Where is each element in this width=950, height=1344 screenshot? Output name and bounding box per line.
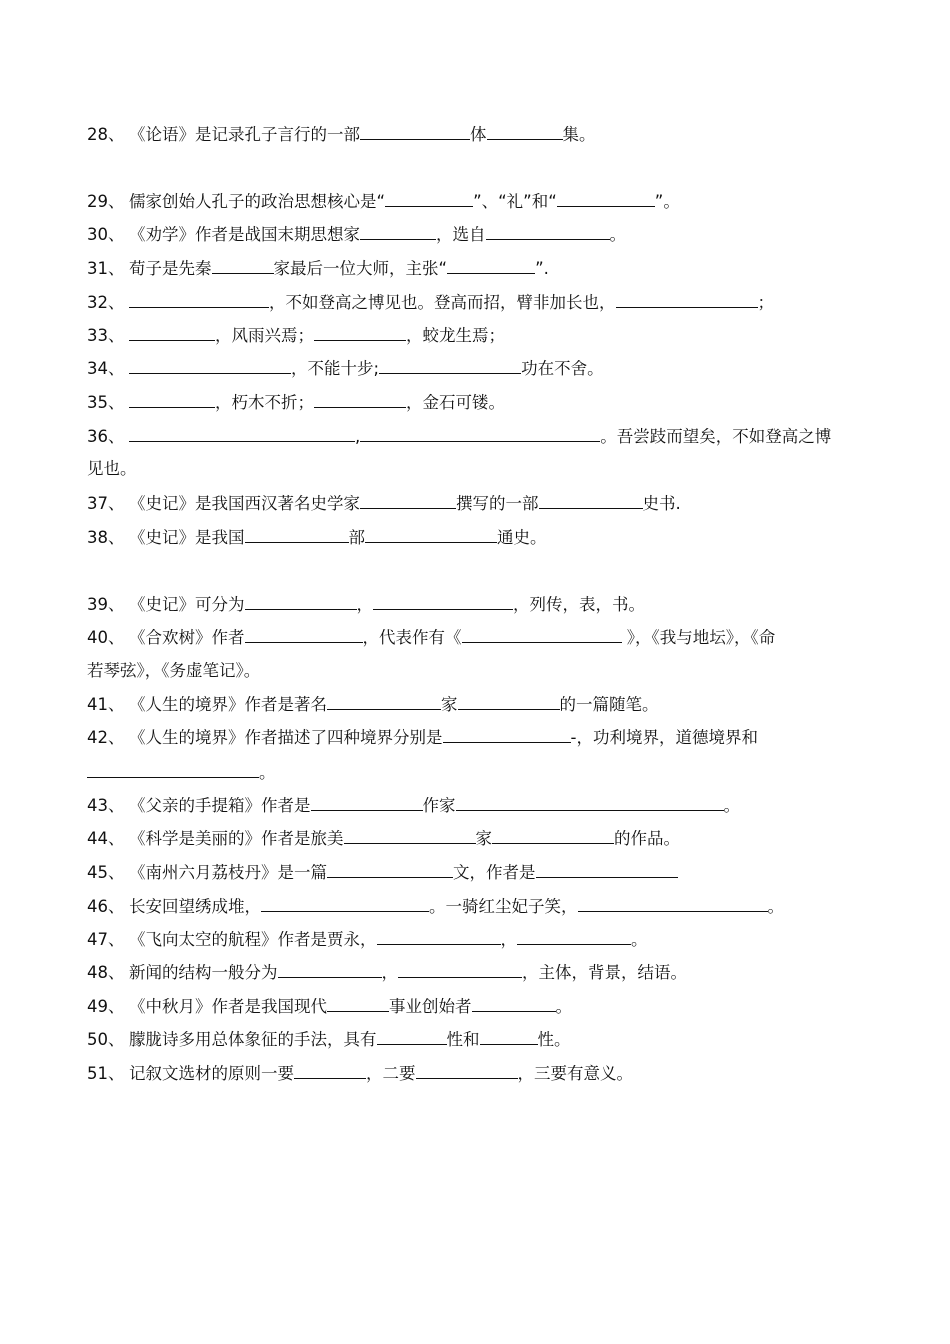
answer-blank[interactable] (472, 996, 556, 1012)
answer-blank[interactable] (447, 258, 535, 274)
question-number: 50、 (87, 1030, 125, 1049)
answer-blank[interactable] (129, 392, 215, 408)
question-line (87, 594, 877, 615)
question-line (87, 929, 877, 950)
question-text: 《史记》是我国 (129, 528, 245, 547)
question-number: 38、 (87, 528, 125, 547)
question-line-continuation (87, 459, 877, 479)
answer-blank[interactable] (487, 124, 563, 140)
question-line (87, 493, 877, 514)
question-number: 42、 (87, 728, 125, 747)
question-text: 。 (609, 225, 626, 244)
answer-blank[interactable] (278, 962, 382, 978)
question-line (87, 962, 877, 983)
question-text: 体 (470, 125, 487, 144)
question-text: 《父亲的手提箱》作者是 (129, 796, 311, 815)
question-text: 通史。 (497, 528, 547, 547)
question-number: 49、 (87, 997, 125, 1016)
question-text: 《中秋月》作者是我国现代 (129, 997, 327, 1016)
question-number: 37、 (87, 494, 125, 513)
answer-blank[interactable] (377, 1029, 447, 1045)
answer-blank[interactable] (129, 358, 291, 374)
question-line (87, 224, 877, 245)
question-text: 《史记》是我国西汉著名史学家 (129, 494, 360, 513)
question-text: ”、“礼”和“ (473, 192, 557, 211)
question-line (87, 727, 877, 748)
question-number: 46、 (87, 897, 125, 916)
question-text: 。 (259, 763, 276, 782)
question-text: ，三要有意义。 (517, 1064, 633, 1083)
answer-blank[interactable] (314, 325, 406, 341)
question-text: 。 (723, 796, 740, 815)
question-number: 36、 (87, 427, 125, 446)
question-number: 31、 (87, 259, 125, 278)
question-text: 荀子是先秦 (129, 259, 212, 278)
answer-blank[interactable] (492, 828, 614, 844)
answer-blank[interactable] (129, 325, 215, 341)
question-text: 。一骑红尘妃子笑， (429, 897, 578, 916)
question-text: 史书. (642, 494, 681, 513)
question-number: 30、 (87, 225, 125, 244)
question-text: 。 (631, 930, 648, 949)
answer-blank[interactable] (261, 896, 429, 912)
question-number: 44、 (87, 829, 125, 848)
answer-blank[interactable] (616, 292, 758, 308)
question-line (87, 862, 877, 883)
question-text: 事业创始者 (389, 997, 472, 1016)
answer-blank[interactable] (245, 627, 363, 643)
answer-blank[interactable] (314, 392, 406, 408)
question-text: ，选自 (436, 225, 486, 244)
answer-blank[interactable] (327, 862, 453, 878)
question-text: 《论语》是记录孔子言行的一部 (129, 125, 360, 144)
question-line (87, 996, 877, 1017)
answer-blank[interactable] (365, 527, 497, 543)
question-text: 功在不舍。 (521, 359, 604, 378)
question-text: 《合欢树》作者 (129, 628, 245, 647)
question-text: 作家 (422, 796, 456, 815)
answer-blank[interactable] (486, 224, 610, 240)
question-number: 28、 (87, 125, 125, 144)
question-text: ，金石可镂。 (406, 393, 505, 412)
question-line-continuation (87, 762, 877, 783)
question-number: 47、 (87, 930, 125, 949)
answer-blank[interactable] (294, 1063, 366, 1079)
question-number: 29、 (87, 192, 125, 211)
question-text: -，功利境界，道德境界和 (570, 728, 758, 747)
question-number: 48、 (87, 963, 125, 982)
question-text: 《人生的境界》作者描述了四种境界分别是 (129, 728, 443, 747)
question-line (87, 1029, 877, 1050)
answer-blank[interactable] (327, 996, 389, 1012)
question-line (87, 258, 877, 279)
answer-blank[interactable] (212, 258, 274, 274)
answer-blank[interactable] (344, 828, 476, 844)
question-text: ，不如登高之博见也。登高而招，臂非加长也， (269, 293, 616, 312)
question-text: 文，作者是 (453, 863, 536, 882)
question-text: 《人生的境界》作者是著名 (129, 695, 327, 714)
question-line (87, 392, 877, 413)
answer-blank[interactable] (385, 191, 473, 207)
question-text: 撰写的一部 (456, 494, 539, 513)
question-text: ，列传，表，书。 (513, 595, 645, 614)
question-line (87, 426, 877, 447)
question-number: 43、 (87, 796, 125, 815)
question-text: ； (757, 293, 774, 312)
question-line (87, 627, 877, 648)
question-number: 41、 (87, 695, 125, 714)
answer-blank[interactable] (480, 1029, 538, 1045)
answer-blank[interactable] (360, 426, 600, 442)
question-number: 35、 (87, 393, 125, 412)
question-text: ，代表作有《 (362, 628, 462, 647)
question-text: 见也。 (87, 459, 137, 478)
question-number: 34、 (87, 359, 125, 378)
answer-blank[interactable] (416, 1063, 518, 1079)
question-line (87, 694, 877, 715)
question-text: ，朽木不折； (215, 393, 314, 412)
answer-blank[interactable] (517, 929, 631, 945)
answer-blank[interactable] (360, 224, 436, 240)
answer-blank[interactable] (539, 493, 643, 509)
answer-blank[interactable] (129, 292, 269, 308)
question-text: 若琴弦》，《务虚笔记》。 (87, 661, 261, 680)
question-line (87, 191, 877, 212)
question-text: 部 (348, 528, 365, 547)
answer-blank[interactable] (129, 426, 355, 442)
answer-blank[interactable] (462, 627, 622, 643)
question-text: ，风雨兴焉； (215, 326, 314, 345)
question-text: ，二要 (366, 1064, 416, 1083)
question-text: 。 (555, 997, 572, 1016)
question-text: 。 (767, 897, 784, 916)
question-text: ”。 (654, 192, 680, 211)
question-text: 》，《我与地坛》，《命 (621, 628, 776, 647)
answer-blank[interactable] (443, 727, 571, 743)
question-text: ”. (535, 259, 549, 278)
question-text: 朦胧诗多用总体象征的手法，具有 (129, 1030, 377, 1049)
question-number: 45、 (87, 863, 125, 882)
question-number: 51、 (87, 1064, 125, 1083)
question-text: 家 (475, 829, 492, 848)
answer-blank[interactable] (311, 795, 423, 811)
question-number: 39、 (87, 595, 125, 614)
question-line (87, 292, 877, 313)
question-text: 《史记》可分为 (129, 595, 245, 614)
question-text: ，蛟龙生焉； (406, 326, 505, 345)
question-line-continuation (87, 661, 877, 681)
question-line (87, 358, 877, 379)
question-text: 《南州六月荔枝丹》是一篇 (129, 863, 327, 882)
question-number: 40、 (87, 628, 125, 647)
answer-blank[interactable] (327, 694, 441, 710)
question-line (87, 795, 877, 816)
question-text: ，不能十步; (291, 359, 380, 378)
answer-blank[interactable] (458, 694, 560, 710)
question-line (87, 828, 877, 849)
question-text: 性和 (446, 1030, 480, 1049)
question-text: 长安回望绣成堆， (129, 897, 261, 916)
question-text: 《科学是美丽的》作者是旅美 (129, 829, 344, 848)
question-line (87, 124, 877, 145)
answer-blank[interactable] (360, 493, 456, 509)
question-line (87, 325, 877, 346)
question-line (87, 896, 877, 917)
answer-blank[interactable] (578, 896, 768, 912)
answer-blank[interactable] (557, 191, 655, 207)
question-line (87, 527, 877, 548)
question-line (87, 1063, 877, 1084)
answer-blank[interactable] (536, 862, 678, 878)
question-text: 集。 (562, 125, 596, 144)
question-text: , (355, 427, 361, 446)
answer-blank[interactable] (87, 762, 259, 778)
answer-blank[interactable] (373, 594, 513, 610)
question-text: ， (381, 963, 398, 982)
question-text: 《飞向太空的航程》作者是贾永， (129, 930, 377, 949)
question-text: ，主体，背景，结语。 (522, 963, 687, 982)
question-number: 33、 (87, 326, 125, 345)
question-text: 家最后一位大师，主张“ (273, 259, 448, 278)
answer-blank[interactable] (377, 929, 501, 945)
question-text: 。吾尝跂而望矣，不如登高之博 (600, 427, 832, 446)
answer-blank[interactable] (245, 594, 357, 610)
question-text: 的作品。 (614, 829, 680, 848)
question-text: ， (500, 930, 517, 949)
question-text: 儒家创始人孔子的政治思想核心是“ (129, 192, 386, 211)
answer-blank[interactable] (398, 962, 522, 978)
question-text: 的一篇随笔。 (559, 695, 659, 714)
question-text: 家 (441, 695, 458, 714)
question-text: 记叙文选材的原则一要 (129, 1064, 294, 1083)
answer-blank[interactable] (379, 358, 521, 374)
answer-blank[interactable] (360, 124, 470, 140)
question-text: 新闻的结构一般分为 (129, 963, 278, 982)
question-number: 32、 (87, 293, 125, 312)
question-text: 《劝学》作者是战国末期思想家 (129, 225, 360, 244)
answer-blank[interactable] (245, 527, 349, 543)
answer-blank[interactable] (456, 795, 724, 811)
question-text: 性。 (537, 1030, 571, 1049)
question-text: ， (356, 595, 373, 614)
